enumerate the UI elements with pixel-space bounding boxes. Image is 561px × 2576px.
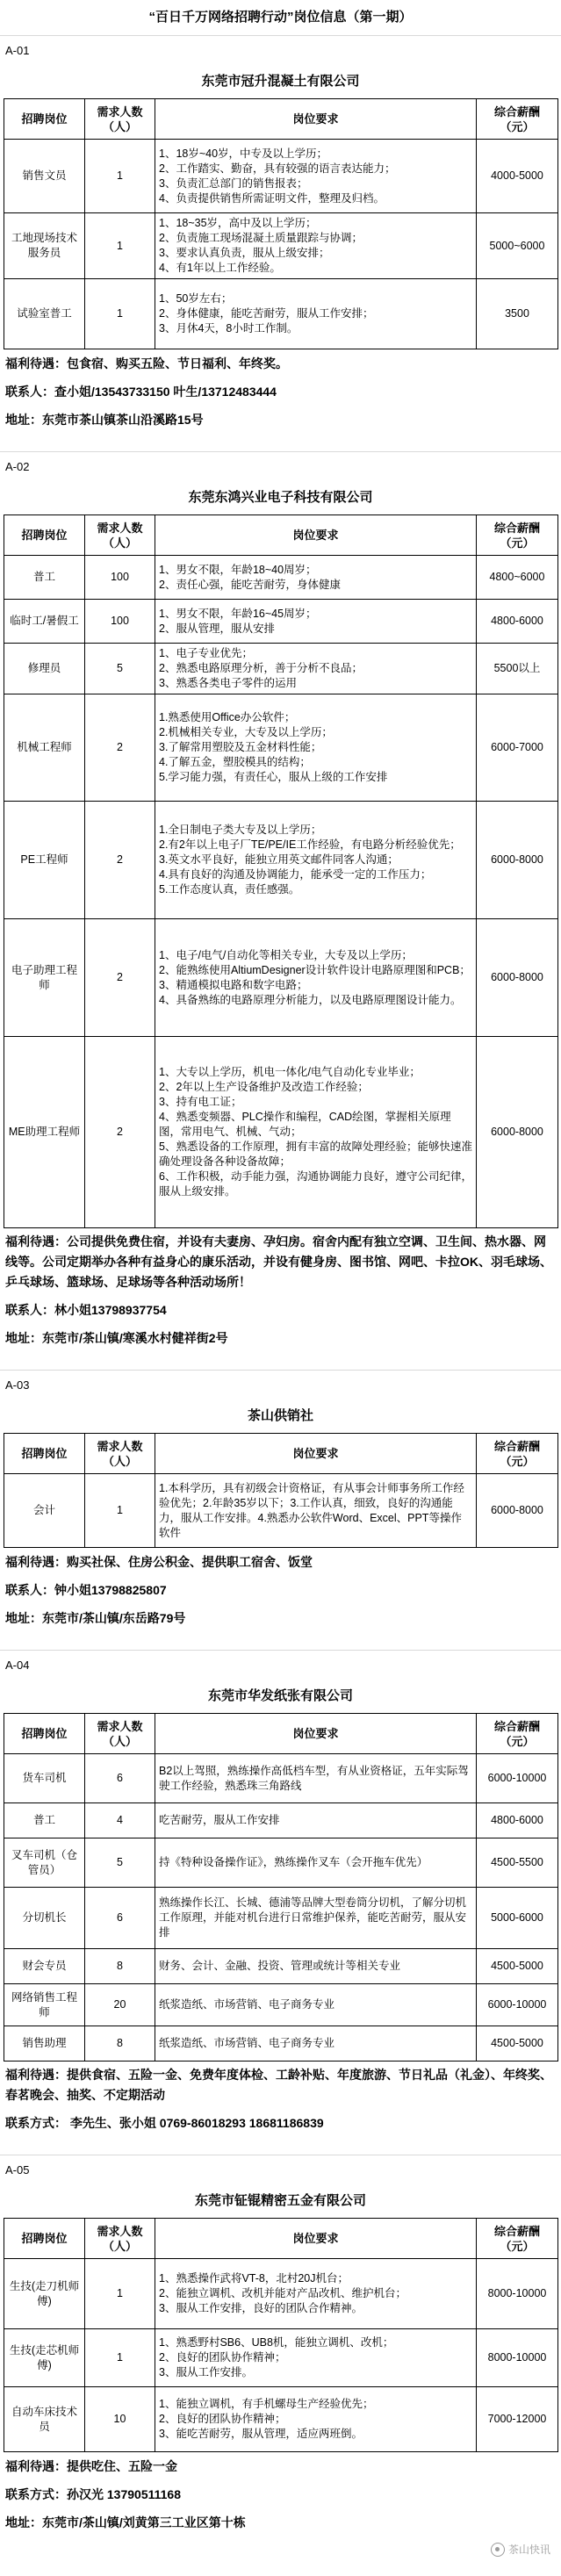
- job-count: 2: [85, 694, 155, 802]
- section-code: A-03: [0, 1370, 561, 1400]
- job-requirements: 纸浆造纸、市场营销、电子商务专业: [155, 2026, 477, 2062]
- job-position: 普工: [4, 1803, 85, 1838]
- requirement-line: 2、工作踏实、勤奋，具有较强的语言表达能力；: [159, 162, 396, 175]
- company-name: 东莞东鸿兴业电子科技有限公司: [188, 490, 373, 505]
- job-position: 试验室普工: [4, 279, 85, 349]
- job-salary: 4500-5500: [477, 1838, 558, 1888]
- address-text: 地址：东莞市/茶山镇/东岳路79号: [5, 1611, 186, 1625]
- job-position: 货车司机: [4, 1754, 85, 1803]
- table-row: [4, 1838, 558, 1888]
- job-position: 分切机长: [4, 1888, 85, 1949]
- header-salary-unit: （元）: [500, 536, 535, 550]
- job-position: 财会专员: [4, 1949, 85, 1984]
- job-count: 100: [85, 556, 155, 600]
- requirement-line: 2、负责施工现场混凝土质量跟踪与协调；: [159, 232, 363, 244]
- header-salary-label: 综合薪酬: [493, 104, 540, 119]
- contact-text: 联系人：查小姐/13543733150 叶生/13712483444: [5, 385, 277, 399]
- requirement-line: 1.全日制电子类大专及以上学历；: [159, 824, 322, 836]
- job-salary: 4500-5000: [477, 1949, 558, 1984]
- requirement-line: 1、熟悉野村SB6、UB8机，能独立调机、改机；: [159, 2336, 394, 2349]
- job-salary: 4000-5000: [477, 140, 558, 213]
- requirement-line: 3、负责汇总部门的销售报表；: [159, 176, 308, 190]
- job-requirements: 1.本科学历，具有初级会计资格证，有从事会计师事务所工作经验优先；2.年龄35岁以下；3.工作认真，细致，良好的沟通能力，服从工作安排。4.熟悉办公软件Word、Excel、PPT等操作软件: [155, 1474, 477, 1548]
- job-table: [4, 514, 558, 1228]
- requirement-line: 4、有1年以上工作经验。: [159, 262, 281, 274]
- header-count: [85, 1714, 155, 1754]
- benefits-text: 福利待遇：购买社保、住房公积金、提供职工宿舍、饭堂: [5, 1555, 313, 1569]
- benefits-text: 福利待遇：提供吃住、五险一金: [5, 2459, 177, 2473]
- header-count: [85, 99, 155, 140]
- job-requirements: 财务、会计、金融、投资、管理或统计等相关专业: [155, 1949, 477, 1984]
- job-count: 8: [85, 1949, 155, 1984]
- watermark-logo: [491, 2539, 550, 2560]
- header-position: 招聘岗位: [4, 2219, 85, 2259]
- table-row: [4, 2259, 558, 2329]
- job-requirements: [155, 919, 477, 1037]
- section-code: A-02: [0, 451, 561, 481]
- table-header-row: [4, 2219, 558, 2259]
- job-salary: 8000-10000: [477, 2329, 558, 2387]
- table-row: [4, 213, 558, 279]
- benefits-text: 福利待遇：提供食宿、五险一金、免费年度体检、工龄补贴、年度旅游、节日礼品（礼金）、年终奖、春茗晚会、抽奖、不定期活动: [5, 2068, 552, 2102]
- job-table: [4, 1433, 558, 1548]
- header-count-label: 需求人数: [97, 104, 143, 119]
- requirement-line: 2、责任心强，能吃苦耐劳，身体健康: [159, 578, 341, 591]
- requirement-line: 3、要求认真负责，服从上级安排；: [159, 247, 330, 259]
- job-salary: 5000~6000: [477, 213, 558, 279]
- header-salary-label: 综合薪酬: [493, 1719, 540, 1733]
- job-requirements: [155, 802, 477, 919]
- requirement-line: 2、熟悉电路原理分析，善于分析不良品；: [159, 662, 363, 674]
- job-salary: 6000-8000: [477, 1037, 558, 1228]
- header-requirements: 岗位要求: [155, 99, 477, 140]
- requirement-line: 3、服从工作安排。: [159, 2366, 253, 2378]
- job-requirements: 纸浆造纸、市场营销、电子商务专业: [155, 1984, 477, 2026]
- contact-text: 联系人：钟小姐13798825807: [5, 1583, 167, 1597]
- header-salary: [477, 2219, 558, 2259]
- requirement-line: 3、服从工作安排，良好的团队合作精神。: [159, 2302, 363, 2314]
- header-requirements: 岗位要求: [155, 515, 477, 556]
- job-section-a02: [0, 451, 561, 1370]
- header-position: 招聘岗位: [4, 515, 85, 556]
- table-row: [4, 1803, 558, 1838]
- job-position: 机械工程师: [4, 694, 85, 802]
- requirement-line: 4、具备熟练的电路原理分析能力，以及电路原理图设计能力。: [159, 993, 462, 1006]
- job-position: 销售文员: [4, 140, 85, 213]
- header-salary-unit: （元）: [500, 119, 535, 133]
- job-requirements: [155, 2387, 477, 2452]
- job-salary: 6000-10000: [477, 1984, 558, 2026]
- job-count: 6: [85, 1888, 155, 1949]
- job-position: 销售助理: [4, 2026, 85, 2062]
- table-header-row: [4, 515, 558, 556]
- watermark-text: 茶山快讯: [507, 2544, 550, 2556]
- job-salary: 7000-12000: [477, 2387, 558, 2452]
- requirement-line: 2、2年以上生产设备维护及改造工作经验；: [159, 1081, 369, 1093]
- job-requirements: [155, 644, 477, 694]
- job-requirements: 持《特种设备操作证》，熟练操作叉车（会开拖车优先）: [155, 1838, 477, 1888]
- job-count: 5: [85, 644, 155, 694]
- page-title: “百日千万网络招聘行动”岗位信息（第一期）: [148, 10, 413, 25]
- address-text: 地址：东莞市茶山镇茶山沿溪路15号: [5, 413, 204, 427]
- requirement-line: 2、能熟练使用AltiumDesigner设计软件设计电路原理图和PCB；: [159, 963, 471, 976]
- header-count-unit: （人）: [102, 1454, 137, 1468]
- job-section-a01: [0, 35, 561, 451]
- job-salary: 8000-10000: [477, 2259, 558, 2329]
- job-count: 8: [85, 2026, 155, 2062]
- table-row: [4, 1754, 558, 1803]
- contact-text: 联系方式：孙汉光 13790511168: [5, 2487, 181, 2501]
- job-salary: 3500: [477, 279, 558, 349]
- table-row: [4, 1037, 558, 1228]
- table-row: [4, 919, 558, 1037]
- requirement-line: 4.具有良好的沟通及协调能力，能承受一定的工作压力；: [159, 868, 432, 881]
- header-count-label: 需求人数: [97, 1719, 143, 1733]
- job-table: [4, 2218, 558, 2452]
- requirement-line: 3.英文水平良好，能独立用英文邮件同客人沟通；: [159, 853, 399, 866]
- job-position: 普工: [4, 556, 85, 600]
- job-salary: 4800~6000: [477, 556, 558, 600]
- header-count: [85, 2219, 155, 2259]
- header-salary: [477, 99, 558, 140]
- job-requirements: [155, 140, 477, 213]
- header-salary-unit: （元）: [500, 1734, 535, 1748]
- header-salary-label: 综合薪酬: [493, 2224, 540, 2238]
- job-count: 6: [85, 1754, 155, 1803]
- header-count-label: 需求人数: [97, 521, 143, 535]
- requirement-line: 1、电子专业优先；: [159, 647, 253, 659]
- table-row: [4, 1984, 558, 2026]
- requirement-line: 3、精通模拟电路和数字电路；: [159, 978, 308, 991]
- job-position: 叉车司机（仓管员）: [4, 1838, 85, 1888]
- table-row: [4, 1474, 558, 1548]
- job-salary: 4800-6000: [477, 1803, 558, 1838]
- table-header-row: [4, 99, 558, 140]
- job-requirements: [155, 1037, 477, 1228]
- job-requirements: 熟练操作长江、长城、德浦等品牌大型卷筒分切机，了解分切机工作原理，并能对机台进行日常维护保养，能吃苦耐劳，服从安排: [155, 1888, 477, 1949]
- header-salary: [477, 1434, 558, 1474]
- requirement-line: 4、负责提供销售所需证明文件，整理及归档。: [159, 191, 385, 205]
- requirement-line: 1、18~35岁，高中及以上学历；: [159, 217, 317, 229]
- job-count: 5: [85, 1838, 155, 1888]
- job-position: 工地现场技术服务员: [4, 213, 85, 279]
- benefits-text: 福利待遇：公司提供免费住宿，并设有夫妻房、孕妇房。宿舍内配有独立空调、卫生间、热水器、网线等。公司定期举办各种有益身心的康乐活动，并设有健身房、图书馆、网吧、卡拉OK、羽毛球场、乒乓球场、篮球场、足球场等各种活动场所！: [5, 1234, 552, 1289]
- job-count: 1: [85, 279, 155, 349]
- requirement-line: 3.了解常用塑胶及五金材料性能；: [159, 741, 322, 753]
- job-position: ME助理工程师: [4, 1037, 85, 1228]
- job-requirements: [155, 694, 477, 802]
- job-salary: 4500-5000: [477, 2026, 558, 2062]
- job-count: 1: [85, 1474, 155, 1548]
- table-row: [4, 2026, 558, 2062]
- requirement-line: 2、能独立调机、改机并能对产品改机、维护机台；: [159, 2287, 406, 2299]
- job-salary: 5500以上: [477, 644, 558, 694]
- job-position: PE工程师: [4, 802, 85, 919]
- section-code: A-04: [0, 1650, 561, 1680]
- job-position: 会计: [4, 1474, 85, 1548]
- requirement-line: 2、良好的团队协作精神；: [159, 2413, 286, 2425]
- job-table: [4, 98, 558, 349]
- header-salary-unit: （元）: [500, 1454, 535, 1468]
- company-name: 茶山供销社: [247, 1408, 313, 1423]
- table-row: [4, 1949, 558, 1984]
- job-count: 2: [85, 1037, 155, 1228]
- table-row: [4, 1888, 558, 1949]
- requirement-line: 1、50岁左右；: [159, 292, 233, 305]
- requirement-line: 4、熟悉变频器、PLC操作和编程，CAD绘图，掌握相关原理图，常用电气、机械、气动；: [159, 1111, 451, 1138]
- table-row: [4, 802, 558, 919]
- job-salary: 6000-8000: [477, 1474, 558, 1548]
- table-header-row: [4, 1434, 558, 1474]
- requirement-line: 2.有2年以上电子厂TE/PE/IE工作经验，有电路分析经验优先；: [159, 838, 461, 851]
- job-salary: 6000-8000: [477, 919, 558, 1037]
- table-row: [4, 644, 558, 694]
- job-salary: 6000-7000: [477, 694, 558, 802]
- address-text: 地址：东莞市/茶山镇/刘黄第三工业区第十栋: [5, 2515, 246, 2529]
- job-position: 临时工/暑假工: [4, 600, 85, 644]
- job-count: 20: [85, 1984, 155, 2026]
- job-requirements: [155, 2329, 477, 2387]
- job-position: 网络销售工程师: [4, 1984, 85, 2026]
- job-count: 4: [85, 1803, 155, 1838]
- header-count-unit: （人）: [102, 119, 137, 133]
- job-requirements: [155, 2259, 477, 2329]
- company-name: 东莞市冠升混凝土有限公司: [201, 74, 360, 89]
- job-position: 生技(走刀机师傅): [4, 2259, 85, 2329]
- header-count: [85, 1434, 155, 1474]
- header-position: 招聘岗位: [4, 1714, 85, 1754]
- requirement-line: 1.熟悉使用Office办公软件；: [159, 711, 296, 723]
- header-salary-unit: （元）: [500, 2239, 535, 2253]
- job-table: [4, 1713, 558, 2062]
- job-salary: 4800-6000: [477, 600, 558, 644]
- header-count-label: 需求人数: [97, 2224, 143, 2238]
- job-count: 2: [85, 802, 155, 919]
- requirement-line: 1、熟悉操作武将VT-8，北村20J机台；: [159, 2272, 349, 2285]
- header-count-unit: （人）: [102, 2239, 137, 2253]
- circle-logo-icon: [491, 2543, 505, 2557]
- header-requirements: 岗位要求: [155, 2219, 477, 2259]
- header-requirements: 岗位要求: [155, 1434, 477, 1474]
- address-text: 地址：东莞市/茶山镇/寒溪水村健祥街2号: [5, 1331, 228, 1345]
- job-section-a04: [0, 1650, 561, 2155]
- job-section-a03: [0, 1370, 561, 1650]
- section-code: A-05: [0, 2155, 561, 2184]
- requirement-line: 5、熟悉设备的工作原理，拥有丰富的故障处理经验；能够快速准确处理设备各种设备故障；: [159, 1140, 472, 1168]
- job-salary: 5000-6000: [477, 1888, 558, 1949]
- requirement-line: 3、熟悉各类电子零件的运用: [159, 677, 297, 689]
- job-count: 100: [85, 600, 155, 644]
- table-row: [4, 556, 558, 600]
- job-requirements: [155, 279, 477, 349]
- requirement-line: 2、身体健康，能吃苦耐劳，服从工作安排；: [159, 307, 374, 320]
- header-count-unit: （人）: [102, 536, 137, 550]
- header-salary: [477, 515, 558, 556]
- requirement-line: 2、良好的团队协作精神；: [159, 2351, 286, 2364]
- requirement-line: 4.了解五金，塑胶模具的结构；: [159, 756, 311, 768]
- job-count: 10: [85, 2387, 155, 2452]
- requirement-line: 1、男女不限，年龄18~40周岁；: [159, 563, 317, 576]
- requirement-line: 1、能独立调机，有手机螺母生产经验优先；: [159, 2398, 374, 2410]
- requirement-line: 5.学习能力强，有责任心，服从上级的工作安排: [159, 771, 388, 783]
- contact-text: 联系人：林小姐13798937754: [5, 1303, 167, 1317]
- header-count-label: 需求人数: [97, 1439, 143, 1453]
- requirement-line: 3、持有电工证；: [159, 1096, 242, 1108]
- header-salary: [477, 1714, 558, 1754]
- job-count: 2: [85, 919, 155, 1037]
- header-count: [85, 515, 155, 556]
- header-position: 招聘岗位: [4, 99, 85, 140]
- job-position: 电子助理工程师: [4, 919, 85, 1037]
- job-requirements: [155, 600, 477, 644]
- job-requirements: 吃苦耐劳，服从工作安排: [155, 1803, 477, 1838]
- job-salary: 6000-8000: [477, 802, 558, 919]
- company-name: 东莞市华发纸张有限公司: [207, 1688, 353, 1703]
- table-header-row: [4, 1714, 558, 1754]
- requirement-line: 6、工作积极，动手能力强，沟通协调能力良好，遵守公司纪律，服从上级安排。: [159, 1170, 472, 1198]
- header-requirements: 岗位要求: [155, 1714, 477, 1754]
- header-salary-label: 综合薪酬: [493, 1439, 540, 1453]
- requirement-line: 5.工作态度认真，责任感强。: [159, 883, 300, 896]
- table-row: [4, 279, 558, 349]
- requirement-line: 2、服从管理，服从安排: [159, 622, 275, 635]
- header-position: 招聘岗位: [4, 1434, 85, 1474]
- table-row: [4, 694, 558, 802]
- requirement-line: 3、能吃苦耐劳，服从管理，适应两班倒。: [159, 2428, 363, 2440]
- requirement-line: 2.机械相关专业，大专及以上学历；: [159, 726, 333, 738]
- table-row: [4, 2329, 558, 2387]
- job-section-a05: [0, 2155, 561, 2536]
- benefits-text: 福利待遇：包食宿、购买五险、节日福利、年终奖。: [5, 356, 288, 371]
- table-row: [4, 140, 558, 213]
- table-row: [4, 600, 558, 644]
- table-row: [4, 2387, 558, 2452]
- job-position: 修理员: [4, 644, 85, 694]
- job-requirements: B2以上驾照，熟练操作高低档车型，有从业资格证，五年实际驾驶工作经验，熟悉珠三角路线: [155, 1754, 477, 1803]
- requirement-line: 1、18岁~40岁，中专及以上学历；: [159, 147, 328, 160]
- job-position: 生技(走芯机师傅): [4, 2329, 85, 2387]
- job-count: 1: [85, 2329, 155, 2387]
- job-count: 1: [85, 140, 155, 213]
- header-count-unit: （人）: [102, 1734, 137, 1748]
- requirement-line: 1、男女不限，年龄16~45周岁；: [159, 607, 317, 620]
- contact-text: 联系方式： 李先生、张小姐 0769-86018293 18681186839: [5, 2116, 324, 2130]
- job-count: 1: [85, 213, 155, 279]
- job-requirements: [155, 213, 477, 279]
- header-salary-label: 综合薪酬: [493, 521, 540, 535]
- section-code: A-01: [0, 35, 561, 65]
- job-position: 自动车床技术员: [4, 2387, 85, 2452]
- requirement-line: 3、月休4天，8小时工作制。: [159, 322, 298, 335]
- company-name: 东莞市钲锟精密五金有限公司: [194, 2193, 366, 2208]
- requirement-line: 1、电子/电气/自动化等相关专业，大专及以上学历；: [159, 948, 413, 961]
- job-requirements: [155, 556, 477, 600]
- job-salary: 6000-10000: [477, 1754, 558, 1803]
- requirement-line: 1、大专以上学历，机电一体化/电气自动化专业毕业；: [159, 1066, 421, 1078]
- job-count: 1: [85, 2259, 155, 2329]
